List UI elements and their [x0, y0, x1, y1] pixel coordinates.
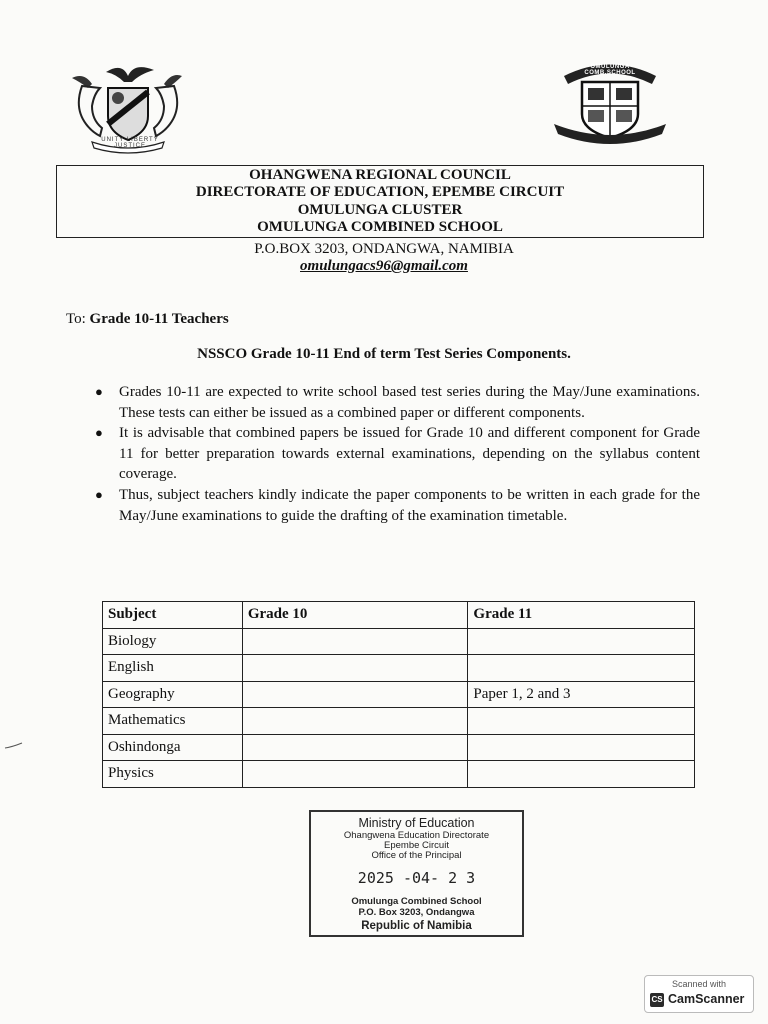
bullet-text: Grades 10-11 are expected to write school based test series during the May/June examinations. These tests can either be issued as a combined paper or different components.	[119, 384, 700, 421]
cell-subject: Mathematics	[103, 708, 243, 735]
table-row	[103, 761, 695, 788]
list-item	[95, 382, 700, 423]
stamp-circuit: Epembe Circuit	[384, 840, 449, 851]
components-table	[102, 601, 695, 788]
cell-grade-11	[468, 761, 695, 788]
cell-grade-11	[468, 655, 695, 682]
stamp-directorate: Ohangwena Education Directorate	[343, 830, 490, 841]
cell-subject: Physics	[103, 761, 243, 788]
cell-grade-11	[468, 628, 695, 655]
cell-subject: Oshindonga	[103, 734, 243, 761]
table-row	[103, 628, 695, 655]
camscanner-name: CamScanner	[668, 992, 745, 1006]
cell-grade-11	[468, 734, 695, 761]
header-line-school: OMULUNGA COMBINED SCHOOL	[257, 219, 503, 235]
header-line-cluster: OMULUNGA CLUSTER	[297, 202, 463, 218]
camscanner-logo-icon: CS	[650, 993, 664, 1007]
header-grade-10: Grade 10	[242, 602, 468, 629]
bullet-icon: ●	[95, 384, 103, 399]
cell-grade-10	[242, 734, 468, 761]
memo-title: NSSCO Grade 10-11 End of term Test Series Components.	[197, 346, 571, 362]
school-crest-name: OMULUNGA COMB.SCHOOL	[584, 64, 636, 76]
cell-grade-10	[242, 628, 468, 655]
recipient-prefix: To:	[66, 311, 86, 327]
cell-grade-10	[242, 761, 468, 788]
coat-of-arms-motto: UNITY LIBERTY JUSTICE	[101, 137, 159, 149]
header-line-council: OHANGWENA REGIONAL COUNCIL	[249, 167, 511, 183]
camscanner-watermark	[644, 975, 754, 1013]
school-address: P.O.BOX 3203, ONDANGWA, NAMIBIA	[254, 241, 514, 257]
stamp-ministry: Ministry of Education	[358, 816, 475, 830]
recipient-name: Grade 10-11 Teachers	[89, 311, 229, 327]
stamp-school: Omulunga Combined School	[351, 896, 482, 907]
table-row	[103, 681, 695, 708]
stamp-date: 2025 -04- 2 3	[357, 869, 476, 887]
cell-grade-11	[468, 708, 695, 735]
stamp-address: P.O. Box 3203, Ondangwa	[358, 907, 475, 918]
stamp-republic: Republic of Namibia	[361, 920, 472, 932]
cell-grade-10	[242, 708, 468, 735]
cell-grade-10	[242, 655, 468, 682]
table-row	[103, 655, 695, 682]
cell-subject: Geography	[103, 681, 243, 708]
header-grade-11: Grade 11	[468, 602, 695, 629]
school-email-link[interactable]: omulungacs96@gmail.com	[300, 258, 468, 274]
memo-bullet-list	[95, 382, 700, 526]
header-line-directorate: DIRECTORATE OF EDUCATION, EPEMBE CIRCUIT	[195, 184, 565, 200]
stamp-office: Office of the Principal	[371, 850, 462, 861]
bullet-text: It is advisable that combined papers be issued for Grade 10 and different component for Grade 11 for better preparation towards external examinations, depending on the syllabus content coverage.	[119, 425, 700, 483]
recipient-line	[66, 311, 229, 328]
pen-mark-icon	[4, 742, 24, 750]
header-subject: Subject	[103, 602, 243, 629]
bullet-icon: ●	[95, 425, 103, 441]
table-header-row	[103, 602, 695, 629]
list-item	[95, 423, 700, 485]
table-row	[103, 708, 695, 735]
list-item	[95, 485, 700, 526]
bullet-text: Thus, subject teachers kindly indicate the paper components to be written in each grade for the May/June examinations to guide the drafting of the examination timetable.	[119, 486, 700, 524]
bullet-icon: ●	[95, 486, 103, 502]
letterhead-box	[56, 165, 704, 238]
cell-subject: English	[103, 655, 243, 682]
cell-grade-10	[242, 681, 468, 708]
official-stamp	[309, 810, 524, 937]
cell-grade-11: Paper 1, 2 and 3	[468, 681, 695, 708]
scanned-with-caption: Scanned with	[671, 979, 727, 989]
cell-subject: Biology	[103, 628, 243, 655]
table-row	[103, 734, 695, 761]
